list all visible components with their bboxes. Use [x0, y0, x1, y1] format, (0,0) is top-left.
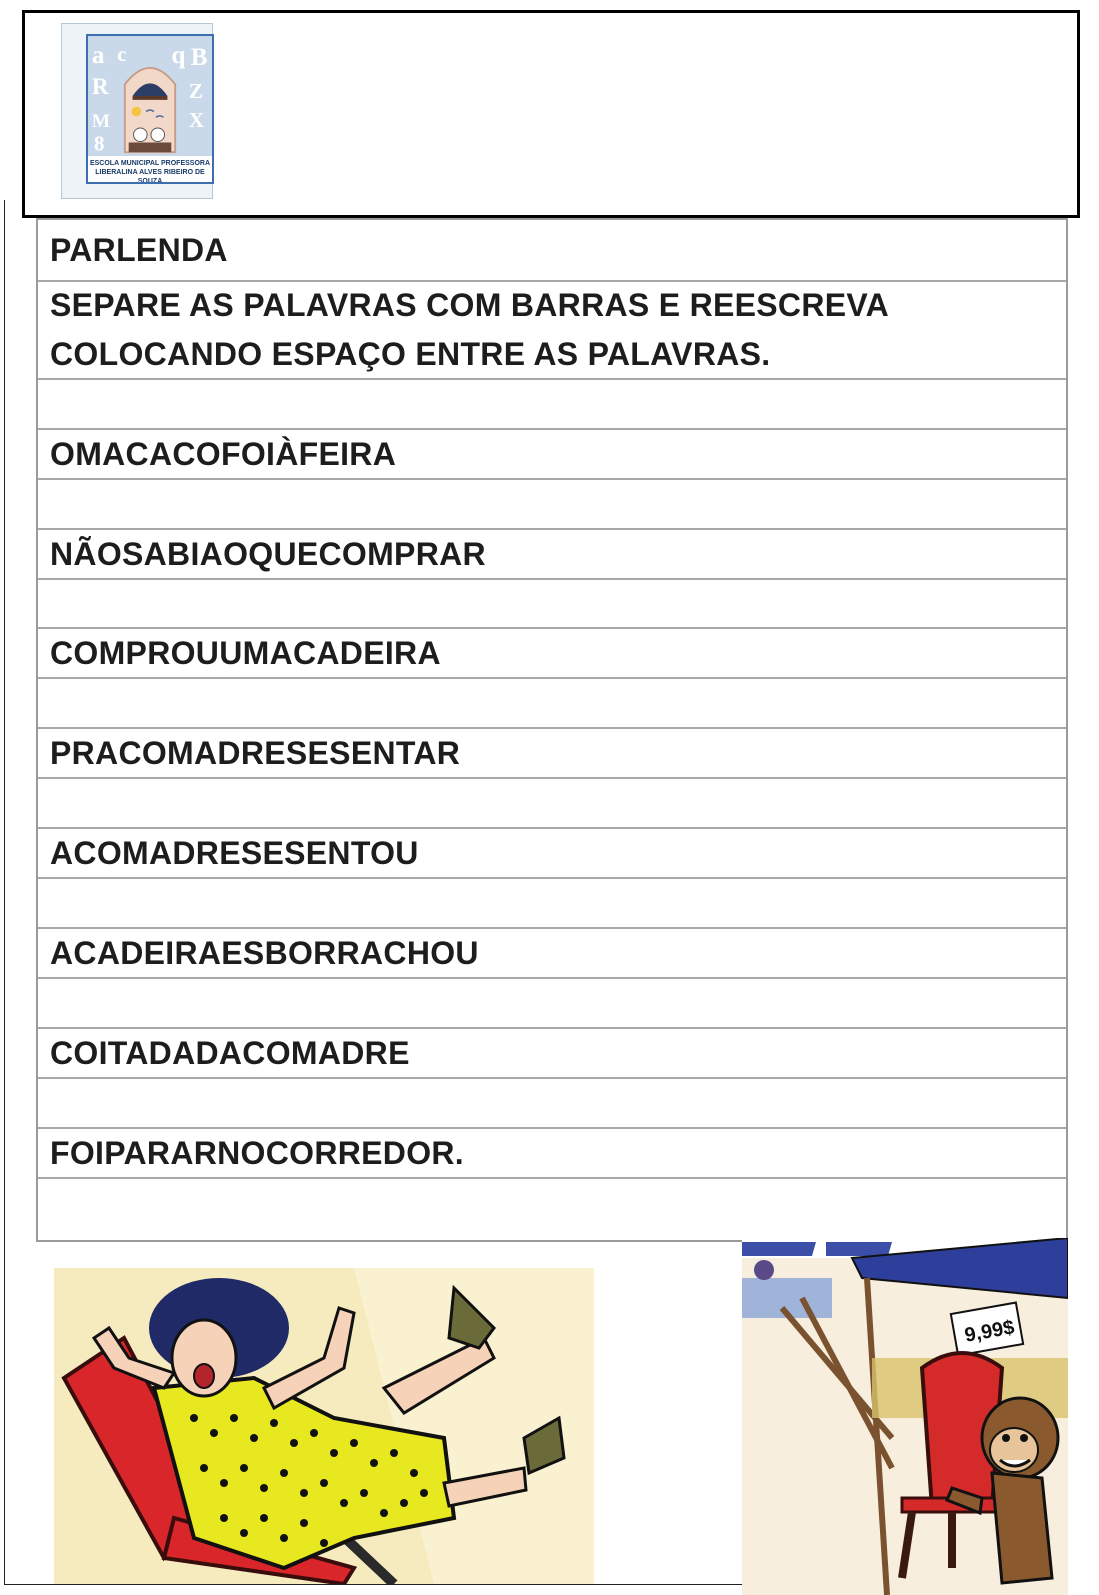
svg-text:M: M — [91, 111, 111, 132]
parlenda-line-4 — [38, 729, 1066, 779]
parlenda-text: ACADEIRAESBORRACHOU — [50, 934, 479, 971]
worksheet-title-row — [38, 220, 1066, 282]
answer-line[interactable] — [38, 879, 1066, 929]
answer-line[interactable] — [38, 779, 1066, 829]
worksheet-table — [36, 218, 1068, 1242]
illustration-comadre-falling — [54, 1268, 594, 1584]
answer-line[interactable] — [38, 480, 1066, 530]
answer-line[interactable] — [38, 979, 1066, 1029]
worksheet-title: PARLENDA — [50, 231, 228, 268]
parlenda-text: NÃOSABIAOQUECOMPRAR — [50, 535, 486, 572]
parlenda-text: COMPROUUMACADEIRA — [50, 634, 441, 671]
logo-caption — [88, 156, 212, 182]
instruction-line-1: SEPARE AS PALAVRAS COM BARRAS E REESCREVA — [50, 287, 890, 323]
svg-text:X: X — [188, 107, 205, 132]
parlenda-text: FOIPARARNOCORREDOR. — [50, 1134, 464, 1171]
parlenda-text: PRACOMADRESESENTAR — [50, 734, 461, 771]
parlenda-line-1 — [38, 430, 1066, 480]
page-border-left — [4, 200, 5, 1585]
svg-text:B: B — [190, 44, 208, 71]
school-logo-emblem — [86, 34, 214, 184]
parlenda-text: COITADADACOMADRE — [50, 1034, 410, 1071]
header-box — [22, 10, 1080, 218]
svg-text:8: 8 — [93, 131, 105, 156]
svg-text:a: a — [91, 42, 105, 70]
instruction-row — [38, 282, 1066, 380]
parlenda-line-3 — [38, 629, 1066, 679]
school-logo — [61, 23, 213, 199]
parlenda-line-8 — [38, 1129, 1066, 1179]
illustration-macaco-feira — [742, 1238, 1068, 1595]
page-border-bottom — [4, 1584, 744, 1585]
svg-text:q: q — [171, 42, 186, 70]
instruction-line-2: COLOCANDO ESPAÇO ENTRE AS PALAVRAS. — [50, 336, 771, 372]
answer-line[interactable] — [38, 580, 1066, 629]
logo-artwork — [88, 36, 212, 156]
parlenda-text: OMACACOFOIÀFEIRA — [50, 435, 397, 472]
logo-caption-line-1: ESCOLA MUNICIPAL PROFESSORA — [89, 160, 211, 167]
parlenda-line-2 — [38, 530, 1066, 580]
parlenda-line-7 — [38, 1029, 1066, 1079]
answer-line[interactable] — [38, 679, 1066, 729]
answer-line[interactable] — [38, 1079, 1066, 1129]
svg-text:c: c — [117, 42, 127, 67]
parlenda-line-6 — [38, 929, 1066, 979]
comadre-artwork — [54, 1268, 594, 1584]
price-tag: 9,99$ — [962, 1316, 1017, 1347]
answer-line[interactable] — [38, 380, 1066, 430]
logo-caption-line-2: LIBERALINA ALVES RIBEIRO DE SOUZA — [95, 169, 205, 184]
svg-text:R: R — [91, 74, 109, 101]
parlenda-text: ACOMADRESESENTOU — [50, 834, 419, 871]
svg-text:Z: Z — [188, 78, 203, 103]
answer-line[interactable] — [38, 1179, 1066, 1240]
parlenda-line-5 — [38, 829, 1066, 879]
macaco-artwork — [742, 1238, 1068, 1595]
